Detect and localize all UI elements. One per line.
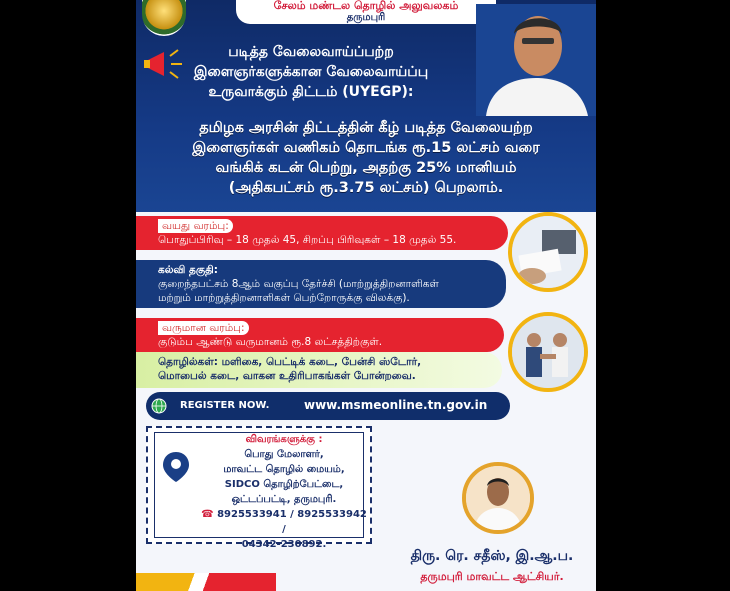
contact-line: மாவட்ட தொழில் மையம், [223, 464, 345, 475]
scheme-line: இளைஞர்கள் வணிகம் தொடங்க ரூ.15 லட்சம் வரை [192, 140, 540, 156]
age-limit-title: வயது வரம்பு: [158, 219, 233, 233]
education-title: கல்வி தகுதி: [158, 264, 218, 276]
education-text: மற்றும் மாற்றுத்திறனாளிகள் பெற்றோருக்கு விலக்கு). [158, 292, 410, 304]
business-meeting-photo [508, 312, 588, 392]
poster [136, 0, 596, 591]
office-name: சேலம் மண்டல தொழில் அலுவலகம் [273, 0, 459, 12]
register-now-label[interactable]: REGISTER NOW. [180, 400, 270, 411]
scheme-line: (அதிகபட்சம் ரூ.3.75 லட்சம்) பெறலாம். [228, 180, 504, 196]
education-bar [136, 260, 506, 308]
education-text: குறைந்தபட்சம் 8ஆம் வகுப்பு தேர்ச்சி (மாற்றுத்திறனாளிகள் [158, 278, 439, 290]
collector-photo [462, 462, 534, 534]
business-types-text: மொபைல் கடை, வாகன உதிரிபாகங்கள் போன்றவை. [158, 370, 416, 382]
collector-name: திரு. ரெ. சதீஸ், இ.ஆ.ப. [410, 548, 574, 564]
business-types-text: தொழில்கள்: மளிகை, பெட்டிக் கடை, பேன்சி ஸ்டோர், [158, 356, 422, 368]
intro-line: உருவாக்கும் திட்டம் (UYEGP): [208, 84, 414, 100]
scheme-line: வங்கிக் கடன் பெற்று, அதற்கு 25% மானியம் [215, 160, 517, 176]
globe-icon [151, 398, 167, 414]
chief-minister-photo [476, 4, 596, 116]
contact-line: ஒட்டப்பட்டி, தருமபுரி. [231, 494, 337, 505]
contact-phone: 04342-230892. [241, 539, 327, 550]
income-limit-text: குடும்ப ஆண்டு வருமானம் ரூ.8 லட்சத்திற்குள். [158, 336, 383, 348]
scheme-description [142, 118, 590, 198]
office-district: தருமபுரி [346, 12, 386, 23]
age-limit-bar [136, 216, 508, 250]
register-banner[interactable] [146, 392, 510, 420]
contact-phone: ☎ 8925533941 / 8925533942 / [201, 509, 367, 535]
contact-details [200, 432, 368, 552]
register-url-link[interactable]: www.msmeonline.tn.gov.in [304, 398, 488, 412]
intro-line: படித்த வேலைவாய்ப்பற்ற [228, 44, 394, 60]
office-header [236, 0, 496, 24]
megaphone-icon [144, 48, 186, 80]
contact-heading: விவரங்களுக்கு : [245, 434, 323, 445]
location-pin-icon [160, 450, 192, 486]
business-types-bar [136, 352, 502, 388]
decorative-stripe [136, 573, 276, 591]
age-limit-text: பொதுப்பிரிவு – 18 முதல் 45, சிறப்பு பிரிவுகள் – 18 முதல் 55. [158, 234, 457, 246]
collector-designation: தருமபுரி மாவட்ட ஆட்சியர். [420, 570, 564, 583]
intro-line: இளைஞர்களுக்கான வேலைவாய்ப்பு [193, 64, 429, 80]
contact-line: SIDCO தொழிற்பேட்டை, [224, 479, 344, 490]
income-limit-title: வருமான வரம்பு: [158, 321, 249, 335]
income-limit-bar [136, 318, 504, 352]
contact-box [146, 426, 372, 550]
scheme-line: தமிழக அரசின் திட்டத்தின் கீழ் படித்த வேலையற்ற [199, 120, 533, 136]
scheme-intro [186, 42, 436, 102]
phone-icon: ☎ [201, 509, 218, 520]
paperwork-photo [508, 212, 588, 292]
contact-line: பொது மேலாளர், [244, 449, 324, 460]
